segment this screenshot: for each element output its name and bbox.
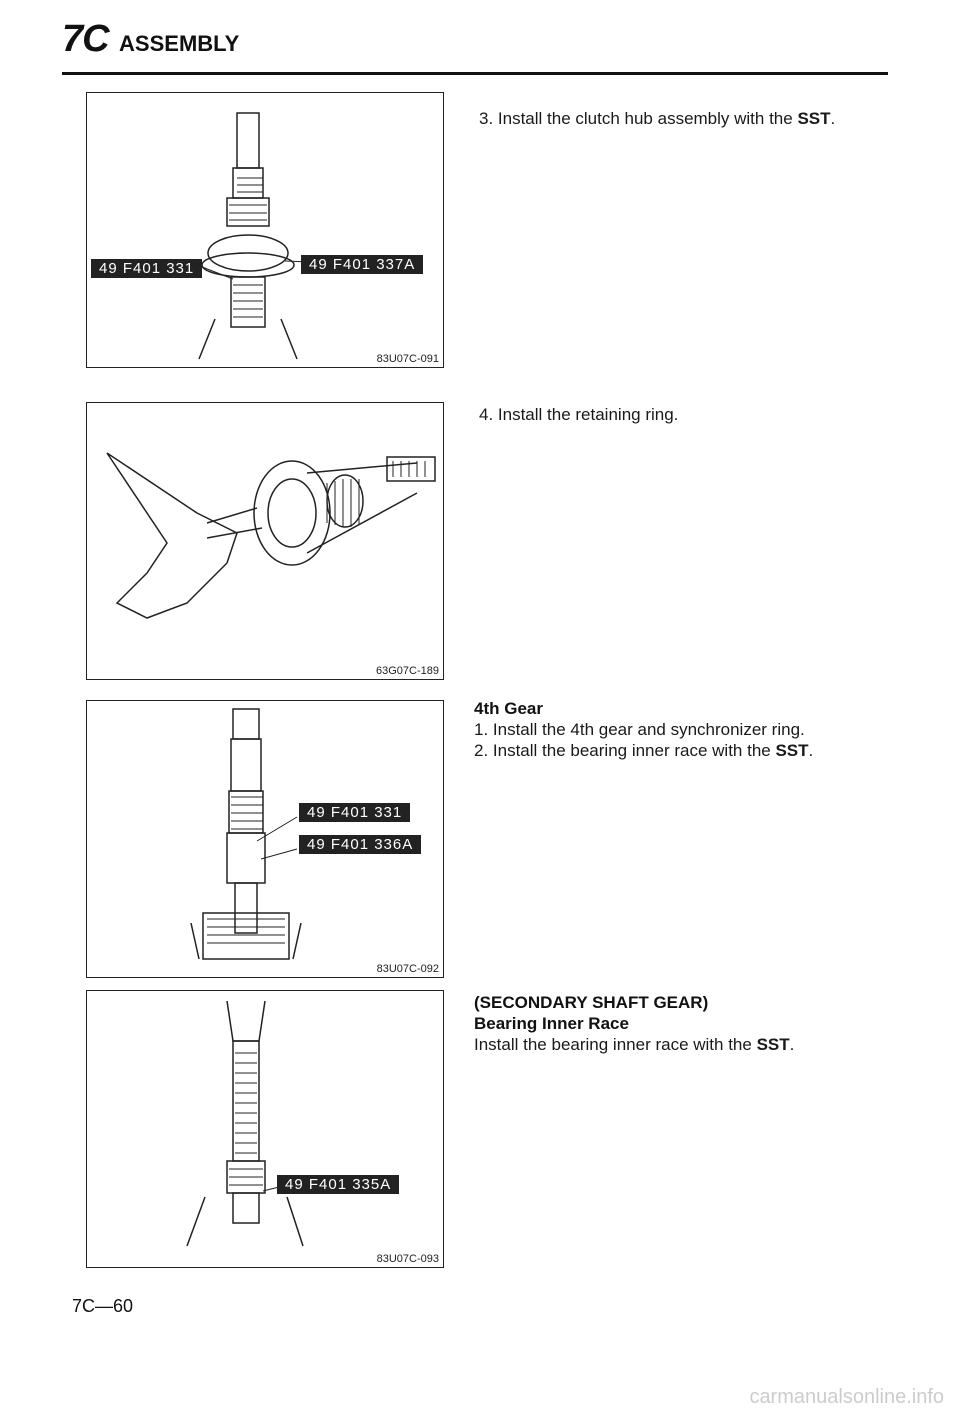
step-bearing-inner-race-text: Install the bearing inner race with the: [474, 1035, 757, 1054]
clutch-hub-illustration: [87, 93, 444, 368]
tool-tag: 49 F401 337A: [301, 255, 423, 274]
step-4th-gear-2-end: .: [808, 741, 814, 760]
step-bearing-inner-race-end: .: [789, 1035, 795, 1054]
step-3-end: .: [830, 109, 836, 128]
step-3-text: 3. Install the clutch hub assembly with the: [479, 109, 798, 128]
page-header: [62, 18, 239, 61]
tool-tag: 49 F401 331: [299, 803, 410, 822]
figure-clutch-hub: [86, 92, 444, 368]
retaining-ring-illustration: [87, 403, 444, 680]
step-4th-gear-1: 1. Install the 4th gear and synchronizer ring.: [474, 720, 805, 739]
section-code: 7C: [62, 18, 109, 60]
figure-code: 83U07C-092: [376, 963, 439, 975]
figure-code: 63G07C-189: [376, 665, 439, 677]
figure-code: 83U07C-091: [376, 353, 439, 365]
figure-code: 83U07C-093: [376, 1253, 439, 1265]
step-4th-gear-2: [474, 740, 894, 761]
page-number: 7C—60: [72, 1296, 134, 1316]
tool-tag: 49 F401 336A: [299, 835, 421, 854]
figure-4th-gear: [86, 700, 444, 978]
figure-retaining-ring: [86, 402, 444, 680]
heading-bearing-inner-race: Bearing Inner Race: [474, 1014, 629, 1033]
sst-label: SST: [756, 1035, 790, 1054]
figure-secondary-shaft: [86, 990, 444, 1268]
step-bearing-inner-race: [474, 1034, 894, 1055]
watermark: carmanualsonline.info: [749, 1386, 944, 1408]
tool-tag: 49 F401 331: [91, 259, 202, 278]
section-title: ASSEMBLY: [119, 31, 240, 56]
tool-tag: 49 F401 335A: [277, 1175, 399, 1194]
heading-4th-gear: 4th Gear: [474, 699, 543, 718]
header-rule: [62, 72, 888, 75]
sst-label: SST: [775, 741, 809, 760]
step-3: [479, 108, 899, 129]
step-4th-gear-2-text: 2. Install the bearing inner race with the: [474, 741, 776, 760]
step-4: 4. Install the retaining ring.: [479, 405, 679, 424]
secondary-shaft-illustration: [87, 991, 444, 1268]
heading-secondary-shaft-gear: (SECONDARY SHAFT GEAR): [474, 993, 709, 1012]
sst-label: SST: [797, 109, 831, 128]
